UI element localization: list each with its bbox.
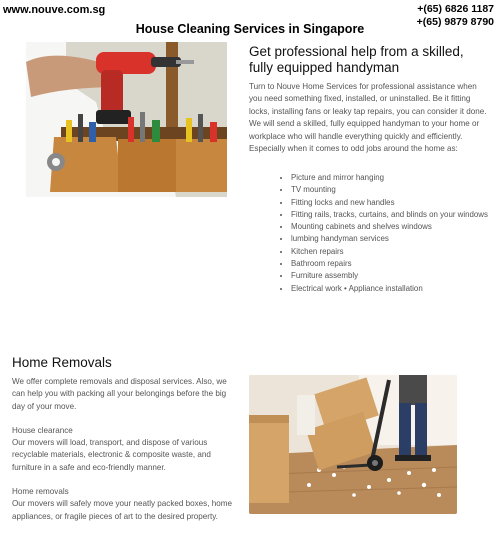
removals-text [12,376,240,535]
list-item: • Electrical work • Appliance installation [291,283,500,295]
page-title: House Cleaning Services in Singapore [135,22,365,36]
home-removals-text: Our movers will safely move your neatly packed boxes, home appliances, or fragile pieces of art to the desired property. [12,499,232,521]
list-item: • Fitting locks and new handles [291,197,500,209]
list-item: • Kitchen repairs [291,246,500,258]
home-removals-block [12,486,240,523]
house-clearance-text: Our movers will load, transport, and dispose of various recyclable materials, electronic & composite waste, and furniture in a safe and eco-friendly manner. [12,438,211,472]
site-url[interactable]: www.nouve.com.sg [3,4,106,16]
handyman-heading: Get professional help from a skilled, fully equipped handyman [249,44,464,75]
list-item: • TV mounting [291,184,500,196]
phone-1[interactable]: +(65) 6826 1187 [417,3,494,15]
list-item: • Bathroom repairs [291,258,500,270]
removals-heading: Home Removals [12,355,112,370]
movers-boxes-photo [249,375,457,514]
list-item: • lumbing handyman services [291,233,500,245]
removals-intro: We offer complete removals and disposal services. Also, we can help you with packing all your belongings before the big day of your move. [12,377,227,411]
phone-2[interactable]: +(65) 9879 8790 [416,16,494,28]
house-clearance-block [12,425,240,474]
handyman-service-list [278,172,500,295]
home-removals-title: Home removals [12,487,69,497]
list-item: • Fitting rails, tracks, curtains, and blinds on your windows [291,209,500,221]
list-item: • Mounting cabinets and shelves windows [291,221,500,233]
list-item: • Furniture assembly [291,270,500,282]
handyman-tool-belt-photo [26,42,227,197]
list-item: • Picture and mirror hanging [291,172,500,184]
house-clearance-title: House clearance [12,425,73,435]
handyman-intro: Turn to Nouve Home Services for professional assistance when you need something fixed, installed, or uninstalled. Be it fitting locks, installing fans or leaky tap repairs, you can consider it done. We will send a skilled, fully equipped handyman to your home or workplace who will handle everything quickly and efficiently. Especially when it comes to odd jobs around the home as: [249,82,487,154]
